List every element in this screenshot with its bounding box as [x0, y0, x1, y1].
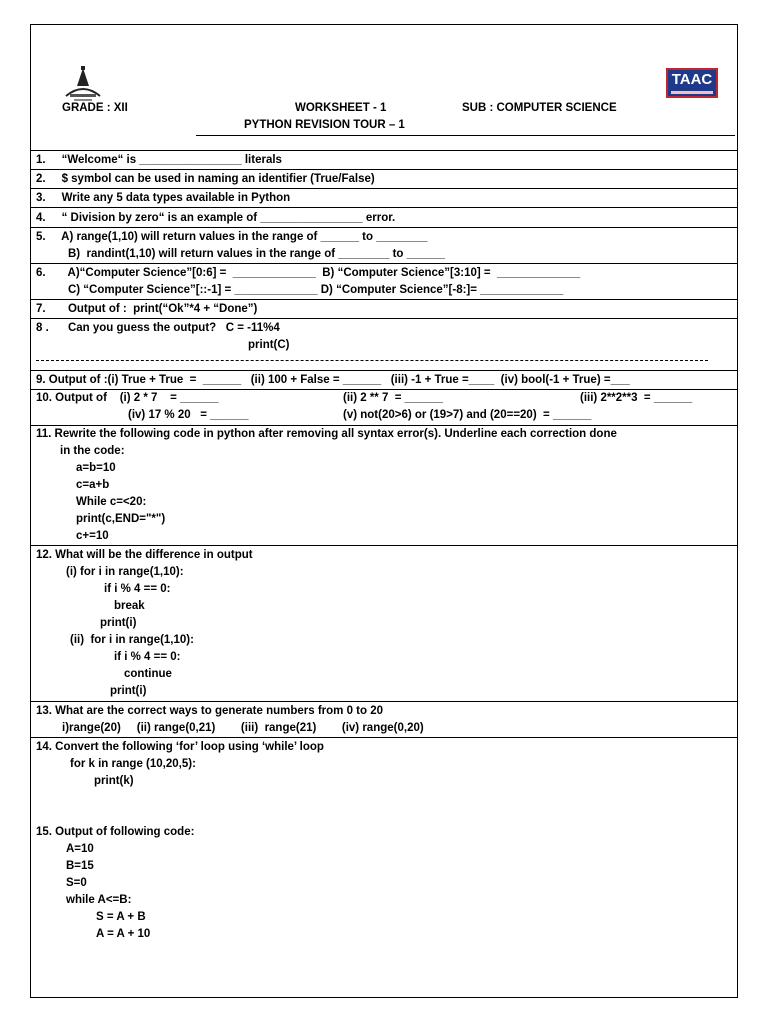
grade-label: GRADE : XII [62, 102, 128, 114]
code-line: break [114, 600, 145, 612]
row-divider [30, 701, 738, 702]
code-line: B=15 [66, 860, 94, 872]
code-line: While c=<20: [76, 496, 147, 508]
row-divider [30, 188, 738, 189]
code-line: S=0 [66, 877, 87, 889]
code-line: print(i) [110, 685, 147, 697]
question-13-options: i)range(20) (ii) range(0,21) (iii) range(21) (iv) range(0,20) [62, 722, 424, 734]
question-8-print: print(C) [248, 339, 290, 351]
worksheet-border [30, 24, 738, 998]
question-12: 12. What will be the difference in output [36, 549, 253, 561]
taac-logo [666, 68, 718, 98]
question-10-iii: (iii) 2**2**3 = ______ [580, 392, 693, 404]
code-line: (ii) for i in range(1,10): [70, 634, 194, 646]
code-line: S = A + B [96, 911, 146, 923]
page-title: PYTHON REVISION TOUR – 1 [244, 119, 405, 131]
code-line: (i) for i in range(1,10): [66, 566, 184, 578]
row-divider [30, 150, 738, 151]
school-logo-icon [62, 66, 104, 104]
question-8: 8 . Can you guess the output? C = -11%4 [36, 322, 280, 334]
question-4: 4. “ Division by zero“ is an example of ________________ error. [36, 212, 396, 224]
row-divider [30, 299, 738, 300]
question-9: 9. Output of :(i) True + True = ______ (ii) 100 + False = ______ (iii) -1 + True =____ (iv) bool(-1 + True) =___ [36, 374, 630, 386]
code-line: A = A + 10 [96, 928, 151, 940]
question-11-cont: in the code: [60, 445, 125, 457]
code-line: A=10 [66, 843, 94, 855]
dashed-divider [36, 360, 708, 361]
title-divider [196, 135, 735, 136]
question-13: 13. What are the correct ways to generate numbers from 0 to 20 [36, 705, 384, 717]
question-2: 2. $ symbol can be used in naming an identifier (True/False) [36, 173, 375, 185]
row-divider [30, 227, 738, 228]
question-10-ii: (ii) 2 ** 7 = ______ [343, 392, 444, 404]
question-3: 3. Write any 5 data types available in Python [36, 192, 291, 204]
question-5b: B) randint(1,10) will return values in the range of ________ to ______ [36, 248, 446, 260]
question-10-iv: (iv) 17 % 20 = ______ [128, 409, 249, 421]
question-6cd: C) “Computer Science”[::-1] = _____________ D) “Computer Science”[-8:]= _____________ [36, 284, 564, 296]
question-14: 14. Convert the following ‘for’ loop using ‘while’ loop [36, 741, 324, 753]
code-line: continue [124, 668, 172, 680]
code-line: while A<=B: [66, 894, 132, 906]
row-divider [30, 263, 738, 264]
code-line: print(k) [94, 775, 134, 787]
code-line: for k in range (10,20,5): [70, 758, 196, 770]
question-1: 1. “Welcome“ is ________________ literals [36, 154, 282, 166]
code-line: print(c,END="*") [76, 513, 166, 525]
code-line: a=b=10 [76, 462, 116, 474]
worksheet-label: WORKSHEET - 1 [295, 102, 387, 114]
row-divider [30, 370, 738, 371]
question-10-i: 10. Output of (i) 2 * 7 = ______ [36, 392, 219, 404]
row-divider [30, 545, 738, 546]
subject-label: SUB : COMPUTER SCIENCE [462, 102, 617, 114]
row-divider [30, 318, 738, 319]
question-15: 15. Output of following code: [36, 826, 195, 838]
row-divider [30, 169, 738, 170]
code-line: print(i) [100, 617, 137, 629]
taac-logo-text: TAAC [671, 71, 713, 88]
row-divider [30, 425, 738, 426]
question-10-v: (v) not(20>6) or (19>7) and (20==20) = ______ [343, 409, 592, 421]
row-divider [30, 389, 738, 390]
question-7: 7. Output of : print(“Ok”*4 + “Done”) [36, 303, 258, 315]
question-5a: 5. A) range(1,10) will return values in the range of ______ to ________ [36, 231, 428, 243]
code-line: if i % 4 == 0: [114, 651, 181, 663]
code-line: if i % 4 == 0: [104, 583, 171, 595]
code-line: c+=10 [76, 530, 109, 542]
code-line: c=a+b [76, 479, 110, 491]
row-divider [30, 207, 738, 208]
question-11: 11. Rewrite the following code in python after removing all syntax error(s). Underline each correction done [36, 428, 617, 440]
row-divider [30, 737, 738, 738]
question-6ab: 6. A)“Computer Science”[0:6] = _____________ B) “Computer Science”[3:10] = _____________ [36, 267, 581, 279]
